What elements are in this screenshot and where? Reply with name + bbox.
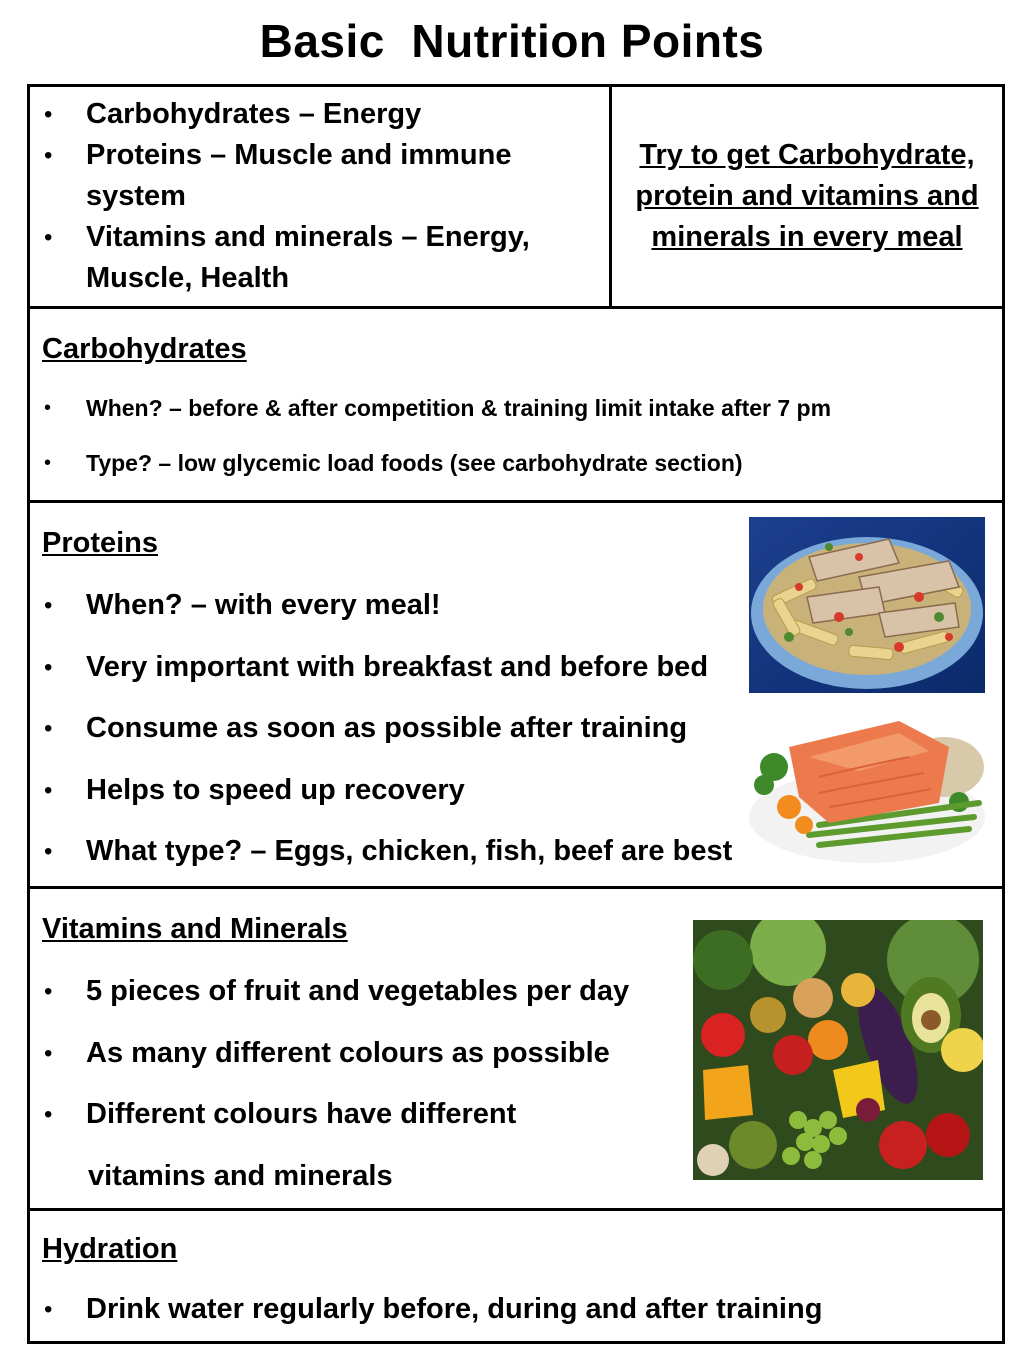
salmon-image — [749, 707, 985, 865]
carbohydrates-heading: Carbohydrates — [42, 333, 247, 365]
carbohydrates-list — [42, 381, 831, 491]
vitamins-section — [30, 889, 1002, 1211]
list-item: • 5 pieces of fruit and vegetables per day — [42, 961, 629, 1023]
hydration-heading: Hydration — [42, 1233, 178, 1265]
carbohydrates-section — [30, 309, 1002, 503]
list-item: • Proteins – Muscle and immune system — [42, 135, 582, 217]
list-item: • When? – before & after competition & training limit intake after 7 pm — [42, 381, 831, 436]
list-item-continuation: vitamins and minerals — [88, 1160, 393, 1192]
nutrition-table — [27, 84, 1005, 1344]
list-item: • Helps to speed up recovery — [42, 760, 732, 822]
chicken-pasta-image — [749, 517, 985, 693]
meal-tip: Try to get Carbohydrate, protein and vitamins and minerals in every meal — [635, 139, 979, 253]
overview-list — [42, 94, 582, 299]
hydration-list — [42, 1279, 822, 1341]
list-item: • Consume as soon as possible after training — [42, 698, 732, 760]
vitamins-list — [42, 961, 629, 1146]
proteins-list — [42, 575, 732, 883]
list-item: • Very important with breakfast and before bed — [42, 637, 732, 699]
fruit-vegetables-image — [693, 920, 983, 1180]
list-item: • Drink water regularly before, during and after training — [42, 1279, 822, 1341]
list-item: • Carbohydrates – Energy — [42, 94, 582, 135]
list-item: • When? – with every meal! — [42, 575, 732, 637]
list-item: • As many different colours as possible — [42, 1023, 629, 1085]
proteins-heading: Proteins — [42, 527, 159, 559]
list-item: • Vitamins and minerals – Energy, Muscle, Health — [42, 217, 582, 299]
proteins-section — [30, 503, 1002, 889]
list-item: • Type? – low glycemic load foods (see carbohydrate section) — [42, 436, 831, 491]
list-item: • What type? – Eggs, chicken, fish, beef are best — [42, 821, 732, 883]
list-item: • Different colours have different — [42, 1084, 629, 1146]
vitamins-heading: Vitamins and Minerals — [42, 913, 348, 945]
overview-section — [30, 87, 1002, 309]
page-title: Basic Nutrition Points — [259, 15, 765, 67]
hydration-section — [30, 1211, 1002, 1341]
